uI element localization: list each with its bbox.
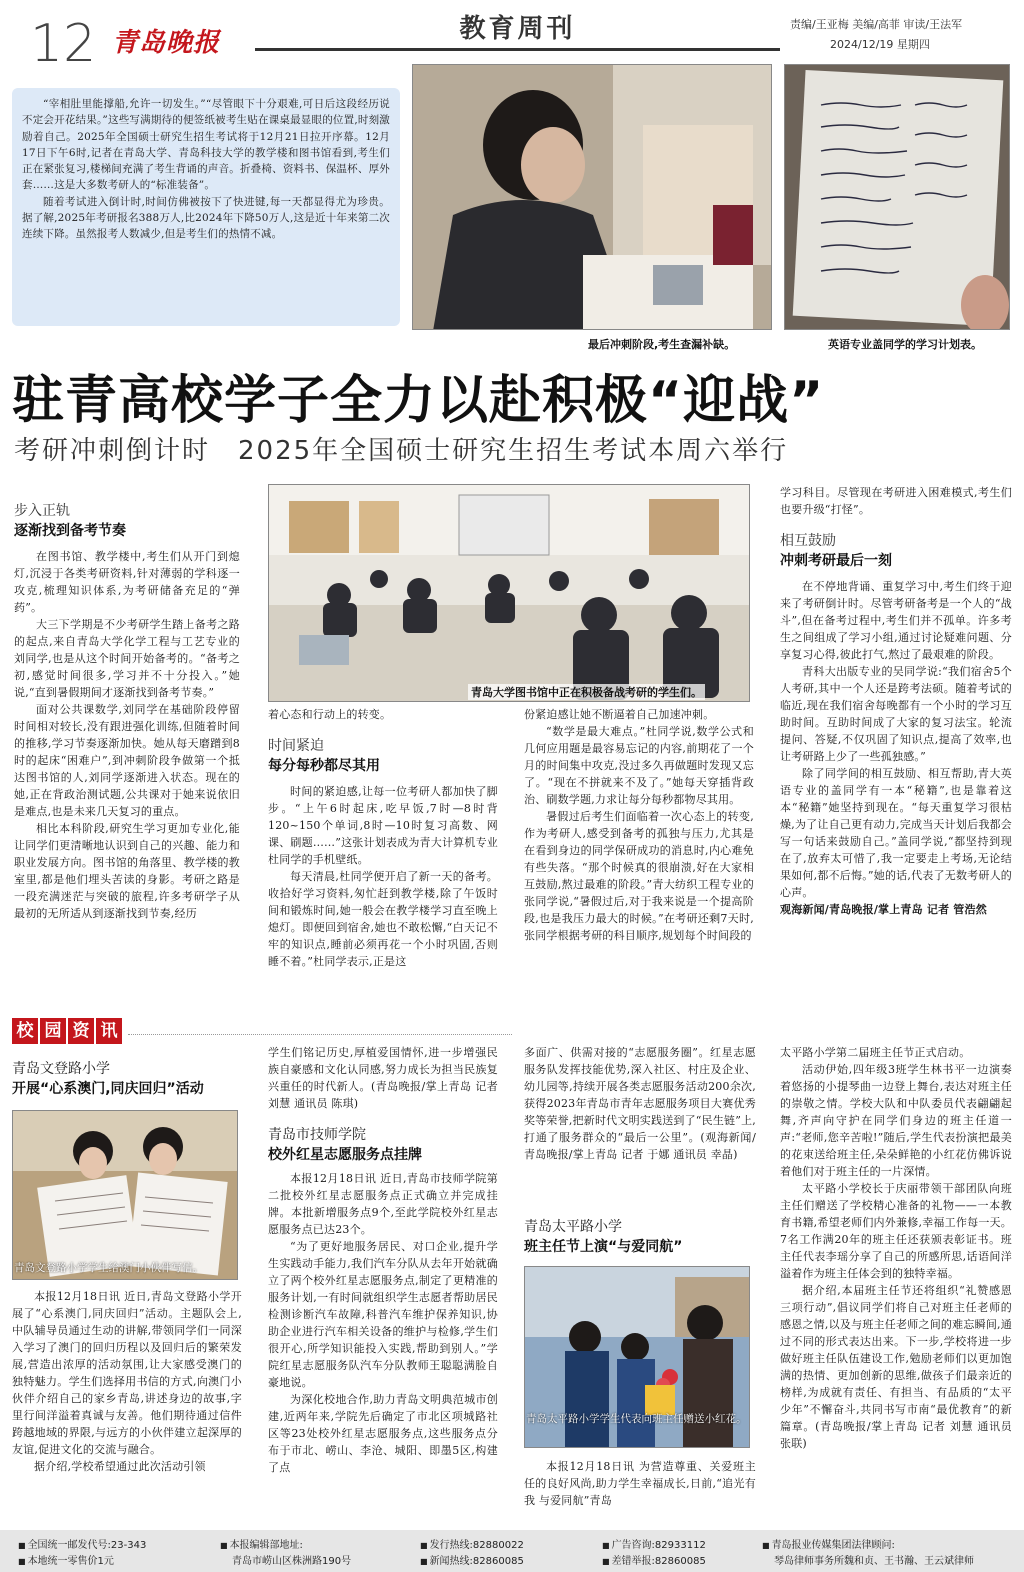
article-column-4: [780, 484, 1012, 1008]
footer-report-hotline: ■ 差错举报:82860085: [602, 1552, 706, 1567]
article-byline: 观海新闻/青岛晚报/掌上青岛 记者 管浩然: [780, 903, 987, 916]
article-paragraph: “数学是最大难点。”杜同学说,数学公式和几何应用题是最容易忘记的内容,前期花了一个月的时间集中攻克,没过多久再做题时发现又忘了。“现在不拼就来不及了。”她每天穿插背政治、刷数学题,力求让每分每秒都物尽其用。: [524, 725, 754, 806]
editor-credit: 责编/王亚梅 美编/高菲 审读/王法军: [790, 18, 963, 31]
campus-rule: [128, 1034, 512, 1035]
article-paragraph: 青科大出版专业的吴同学说:“我们宿舍5个人考研,其中一个人还是跨考法硕。随着考试的临近,现在我们宿舍每晚都有一个小时的学习互助时间。互助时间成了大家的复习法宝。轮流提问、答疑,不仅巩固了知识点,提高了效率,也让考研路上少了一些孤独感。”: [780, 665, 1012, 763]
news-paragraph: 据介绍,本届班主任节还将组织“礼赞感恩三项行动”,倡议同学们将自己对班主任老师的感恩之情,以及与班主任老师之间的难忘瞬间,通过不同的形式表达出来。下一步,学校将进一步做好班主任队伍建设工作,勉励老师们以更加饱满的热情、更加创新的思维,做孩子们最亲近的榜样,为成就有责任、有担当、有品质的“太平少年”不懈奋斗,共同书写市南“最优教育”的新篇章。(青岛晚报/掌上青岛 记者 刘慧 通讯员 张联): [780, 1284, 1012, 1450]
article-paragraph: 在不停地背诵、重复学习中,考生们终于迎来了考研倒计时。尽管考研备考是一个人的“战斗”,但在备考过程中,考生们并不孤单。许多考生之间组成了学习小组,通过讨论疑难问题、分享复习心得,彼此打气,熬过了最艰难的阶段。: [780, 580, 1012, 661]
page-number: 12: [30, 14, 97, 74]
news-school-name: 青岛太平路小学: [524, 1219, 622, 1235]
article-paragraph: 着心态和行动上的转变。: [268, 708, 392, 721]
section-kicker: 步入正轨: [14, 503, 70, 519]
label-char: 讯: [96, 1018, 122, 1044]
section-title: 教育周刊: [459, 14, 576, 44]
news-school-name: 青岛文登路小学: [12, 1061, 110, 1077]
article-column-1: [14, 494, 240, 1006]
photo-caption: 青岛大学图书馆中正在积极备战考研的学生们。: [468, 684, 705, 700]
article-paragraph: 面对公共课数学,刘同学在基础阶段停留时间相对较长,没有跟进强化训练,但随着时间的推移,学习节奏逐渐加快。她从每天磨蹭到8时的起床“困难户”,到冲刺阶段争做第一个抵达图书馆的人,刘同学逐渐进入状态。现在的她,正在背政治测试题,公共课对于她来说依旧是难点,也是未来几天复习的重点。: [14, 703, 240, 818]
article-paragraph: 份紧迫感让她不断逼着自己加速冲刺。: [524, 708, 715, 721]
news-paragraph: 为深化校地合作,助力青岛文明典范城市创建,近两年来,学院先后确定了市北区项城路社区等23处校外红星志愿服务点,这些服务点分布于市北、崂山、李沧、城阳、即墨5区,构建了点: [268, 1393, 498, 1474]
footer-legal-firm: 琴岛律师事务所魏和贞、王书瀚、王云斌律师: [774, 1556, 974, 1567]
article-paragraph: 在图书馆、教学楼中,考生们从开门到熄灯,沉浸于各类考研资料,针对薄弱的学科逐一攻克,梳理知识体系,为考研储备充足的“弹药”。: [14, 550, 240, 614]
news-column-4: [780, 1044, 1012, 1526]
photo-caption: 青岛太平路小学学生代表向班主任赠送小红花。: [526, 1413, 747, 1425]
news-paragraph: 多面广、供需对接的“志愿服务圈”。红星志愿服务队发挥技能优势,深入社区、村庄及企业、幼儿园等,持续开展各类志愿服务活动200余次,获得2023年青岛市青年志愿服务项目大赛优秀奖等荣誉,把新时代文明实践送到了“民生链”上,打通了服务群众的“最后一公里”。(观海新闻/青岛晚报/掌上青岛 记者 于娜 通讯员 幸晶): [524, 1046, 756, 1161]
section-kicker: 相互鼓励: [780, 533, 836, 549]
section-heading: 每分每秒都尽其用: [268, 758, 380, 774]
section-heading: 冲刺考研最后一刻: [780, 553, 892, 569]
news-title: 开展“心系澳门,同庆回归”活动: [12, 1081, 204, 1097]
label-char: 校: [12, 1018, 38, 1044]
news-school-name: 青岛市技师学院: [268, 1127, 366, 1143]
article-paragraph: 每天清晨,杜同学便开启了新一天的备考。收拾好学习资料,匆忙赶到教学楼,除了午饭时间和锻炼时间,她一般会在教学楼学习直至晚上熄灯。即便回到宿舍,她也不敢松懈,“白天记不牢的知识点,睡前必须再花一个小时巩固,否则睡不着。”杜同学表示,正是这: [268, 870, 498, 968]
section-kicker: 时间紧迫: [268, 738, 324, 754]
news-taipinglu-body: [524, 1458, 756, 1526]
news-column-2: [268, 1044, 498, 1526]
footer-postal-code: ■ 全国统一邮发代号:23-343: [18, 1536, 146, 1551]
article-paragraph: 时间的紧迫感,让每一位考研人都加快了脚步。“上午6时起床,吃早饭,7时—8时背120~150个单词,8时—10时复习高数、网课、刷题……”这张计划表成为青大计算机专业杜同学的手机壁纸。: [268, 785, 498, 866]
section-heading: 逐渐找到备考节奏: [14, 523, 126, 539]
photo-caption: 青岛文登路小学学生给澳门小伙伴写信。: [14, 1262, 203, 1274]
label-char: 资: [68, 1018, 94, 1044]
footer-legal-label: ■ 青岛报业传媒集团法律顾问:: [762, 1536, 895, 1551]
footer-ad-hotline: ■ 广告咨询:82933112: [602, 1536, 706, 1551]
sub-headline: 考研冲刺倒计时 2025年全国硕士研究生招生考试本周六举行: [14, 436, 789, 466]
news-title: 班主任节上演“与爱同航”: [524, 1239, 683, 1255]
newspaper-logo: 青岛晚报: [112, 28, 221, 58]
article-paragraph: 相比本科阶段,研究生学习更加专业化,能让同学们更清晰地认识到自己的兴趣、能力和职业发展方向。图书馆的角落里、教学楼的教室里,都是他们埋头苦读的身影。考研之路是一段充满迷茫与突破的旅程,许多考研学子从最初的无所适从到逐渐找到节奏,经历: [14, 822, 240, 920]
news-paragraph: 本报12月18日讯 近日,青岛文登路小学开展了“心系澳门,同庆回归”活动。主题队会上,中队辅导员通过生动的讲解,带领同学们一同深入学习了澳门的回归历程以及回归后的繁荣发展,营造出浓厚的活动氛围,让大家感受澳门的独特魅力。学生们选择用书信的方式,向澳门小伙伴介绍自己的家乡青岛,讲述身边的故事,字里行间洋溢着真诚与友善。他们期待通过信件跨越地域的界限,与远方的小伙伴建立起深厚的友谊,促进文化的交流与融合。: [12, 1290, 242, 1456]
news-paragraph: “为了更好地服务居民、对口企业,提升学生实践动手能力,我们汽车分队从去年开始就确立了两个校外红星志愿服务点,制定了更精准的服务计划,一有时间就组织学生志愿者帮助居民检测诊断汽车故障,科普汽车维护保养知识,协助企业进行汽车相关设备的维护与检修,学生们很开心,所学知识能投入实践,帮助到别人。”学院红星志愿服务队汽车分队教师王聪聪满脸自豪地说。: [268, 1240, 498, 1389]
news-paragraph: 活动伊始,四年级3班学生林书平一边演奏着悠扬的小提琴曲一边登上舞台,表达对班主任的崇敬之情。学校大队和中队委员代表翩翩起舞,齐声向守护在同学们身边的班主任道一声:“老师,您辛苦啦!”随后,学生代表扮演把最美的花束送给班主任,朵朵鲜艳的小红花仿佛诉说着他们对于班主任的一片深情。: [780, 1063, 1012, 1178]
photo-study-plan: [784, 64, 1010, 330]
news-wendenglu-header: [12, 1058, 252, 1108]
article-paragraph: 暑假过后考生们面临着一次心态上的转变,作为考研人,感受到备考的孤独与压力,尤其是在看到身边的同学保研成功的消息时,内心难免有些失落。“那个时候真的很崩溃,好在大家相互鼓励,熬过最难的阶段。”青大纺织工程专业的张同学说,“暑假过后,对于我来说是一个提高阶段,也是我压力最大的时候。”在考研还剩7天时,张同学根据考研的科目顺序,规划每个时间段的: [524, 810, 754, 942]
issue-date: 2024/12/19 星期四: [830, 38, 930, 51]
news-title: 校外红星志愿服务点挂牌: [268, 1147, 422, 1163]
article-column-2: [268, 706, 498, 1006]
article-column-3: [524, 706, 754, 1006]
article-paragraph: 除了同学间的相互鼓励、相互帮助,青大英语专业的盖同学有一本“秘籍”,也是靠着这本“秘籍”她坚持到现在。“每天重复学习很枯燥,为了让自己更有动力,完成当天计划后我都会写一句话来鼓励自己。”盖同学说,“都坚持到现在了,放弃太可惜了,我一定要走上考场,无论结果如何,都不后悔。”她的话,代表了无数考研人的心声。: [780, 767, 1012, 899]
section-rule: [255, 48, 780, 51]
news-column-3: [524, 1044, 756, 1216]
photo-library-students: [268, 484, 750, 702]
photo-student-studying: [412, 64, 772, 330]
article-paragraph: 学习科目。尽管现在考研进入困难模式,考生们也要升级“打怪”。: [780, 486, 1012, 516]
page-footer: [0, 1530, 1024, 1572]
news-paragraph: 本报12月18日讯 为营造尊重、关爱班主任的良好风尚,助力学生幸福成长,日前,“追光有我 与爱同航”青岛: [524, 1460, 756, 1507]
footer-retail-price: ■ 本地统一零售价1元: [18, 1552, 114, 1567]
news-paragraph: 太平路小学第二届班主任节正式启动。: [780, 1046, 971, 1059]
photo-caption: 最后冲刺阶段,考生查漏补缺。: [588, 338, 736, 351]
news-paragraph: 据介绍,学校希望通过此次活动引领: [34, 1460, 206, 1473]
news-paragraph: 学生们铭记历史,厚植爱国情怀,进一步增强民族自豪感和文化认同感,努力成长为担当民族复兴重任的时代新人。(青岛晚报/掌上青岛 记者 刘慧 通讯员 陈琪): [268, 1046, 498, 1110]
news-paragraph: 本报12月18日讯 近日,青岛市技师学院第二批校外红星志愿服务点正式确立并完成挂牌。本批新增服务点9个,至此学院校外红星志愿服务点已达23个。: [268, 1172, 498, 1236]
campus-news-label: [12, 1018, 122, 1044]
photo-letter-writing: [12, 1110, 238, 1280]
intro-paragraph: 随着考试进入倒计时,时间仿佛被按下了快进键,每一天都显得尤为珍贵。据了解,2025年考研报名388万人,比2024年下降50万人,这是近十年来第二次连续下降。虽然报考人数减少,但是考生们的热情不减。: [22, 195, 390, 241]
article-paragraph: 大三下学期是不少考研学生踏上备考之路的起点,来自青岛大学化学工程与工艺专业的刘同学,也是从这个时间开始备考的。“备考之初,感觉时间很多,学习并不十分投入。”她说,“直到暑假期间才逐渐找到备考节奏。”: [14, 618, 240, 699]
footer-address: 青岛市崂山区株洲路190号: [232, 1556, 352, 1567]
intro-box: [12, 88, 400, 326]
photo-caption: 英语专业盖同学的学习计划表。: [828, 338, 982, 351]
main-headline: 驻青高校学子全力以赴积极“迎战”: [12, 371, 825, 431]
label-char: 园: [40, 1018, 66, 1044]
news-taipinglu-header: [524, 1216, 756, 1264]
footer-address-label: ■ 本报编辑部地址:: [220, 1536, 303, 1551]
intro-paragraph: “宰相肚里能撑船,允许一切发生。”“尽管眼下十分艰难,可日后这段经历说不定会开花结果。”这些写满期待的便签纸被考生贴在课桌最显眼的位置,时刻激励着自己。2025年全国硕士研究生招生考试将于12月21日拉开序幕。12月17日下午6时,记者在青岛大学、青岛科技大学的教学楼和图书馆看到,考生们正在紧张复习,楼梯间充满了考生背诵的声音。折叠椅、资料书、保温杯、厚外套……这是大多数考研人的“标准装备”。: [22, 98, 390, 192]
news-wendenglu-body: [12, 1288, 242, 1524]
footer-news-hotline: ■ 新闻热线:82860085: [420, 1552, 524, 1567]
news-paragraph: 太平路小学校长于庆丽带领干部团队向班主任们赠送了学校精心准备的礼物——一本教育书籍,希望老师们内外兼修,幸福工作每一天。7名工作满20年的班主任还获颁表彰证书。班主任代表李瑶分享了自己的所感所思,话语间洋溢着作为班主任体会到的独特幸福。: [780, 1182, 1012, 1280]
footer-distribution-hotline: ■ 发行热线:82880022: [420, 1536, 524, 1551]
